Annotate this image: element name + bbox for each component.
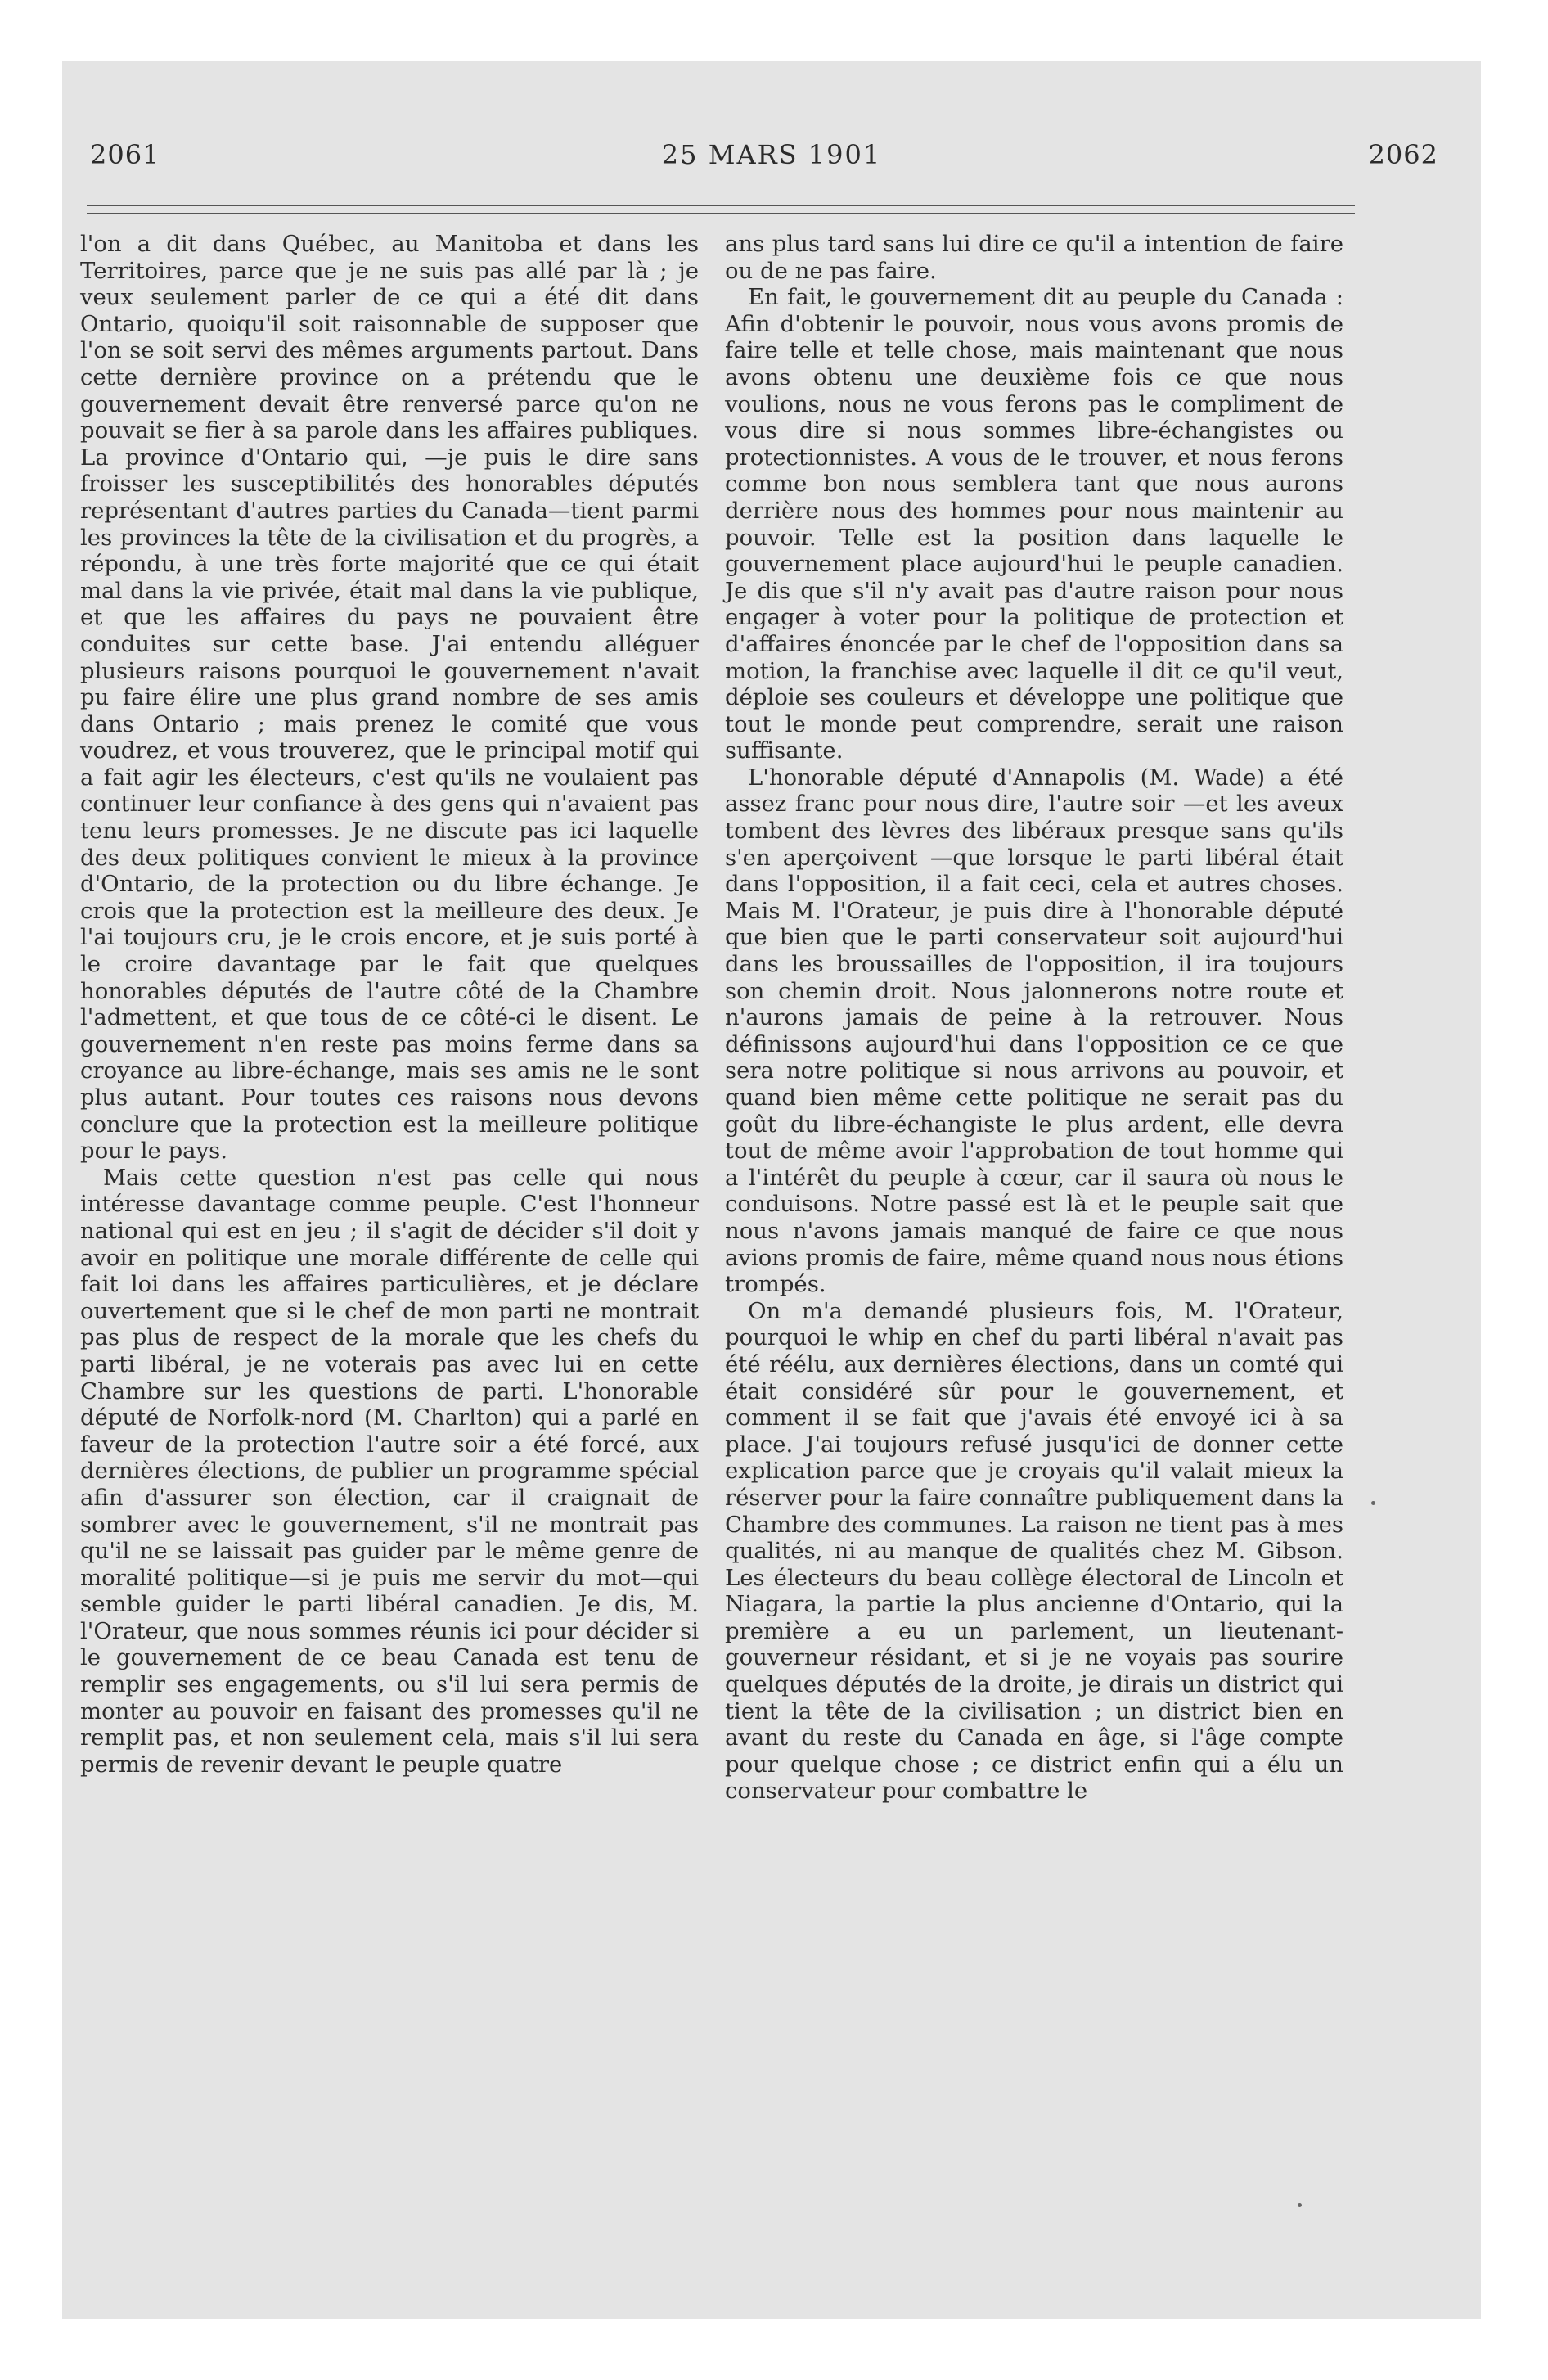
paragraph: On m'a demandé plusieurs fois, M. l'Orateur, pourquoi le whip en chef du parti libéral n'avait pas été réélu, aux dernières élections, dans un comté qui était considéré sûr pour le gouvernement, et comment il se fait que j'avais été envoyé ici à sa place. J'ai toujours refusé jusqu'ici de donner cette explication parce que je croyais qu'il valait mieux la réserver pour la faire connaître publiquement dans la Chambre des communes. La raison ne tient pas à mes qualités, ni au manque de qualités chez M. Gibson. Les électeurs du beau collège électoral de Lincoln et Niagara, la partie la plus ancienne d'Ontario, qui la première a eu un parlement, un lieutenant-gouverneur résidant, et si je ne voyais pas sourire quelques députés de la droite, je dirais un district qui tient la tête de la civilisation ; un district bien en avant du reste du Canada en âge, si l'âge compte pour quelque chose ; ce district enfin qui a élu un conservateur pour combattre le	[725, 1297, 1343, 1805]
page-date: 25 MARS 1901	[661, 139, 882, 170]
scan-speck	[1298, 2203, 1302, 2207]
paragraph: Mais cette question n'est pas celle qui nous intéresse davantage comme peuple. C'est l'honneur national qui est en jeu ; il s'agit de décider s'il doit y avoir en politique une morale différente de celle qui fait loi dans les affaires particulières, et je déclare ouvertement que si le chef de mon parti ne montrait pas plus de respect de la morale que les chefs du parti libéral, je ne voterais pas avec lui en cette Chambre sur les questions de parti. L'honorable député de Norfolk-nord (M. Charlton) qui a parlé en faveur de la protection l'autre soir a été forcé, aux dernières élections, de publier un programme spécial afin d'assurer son élection, car il craignait de sombrer avec le gouvernement, s'il ne montrait pas qu'il ne se laissait pas guider par le même genre de moralité politique—si je puis me servir du mot—qui semble guider le parti libéral canadien. Je dis, M. l'Orateur, que nous sommes réunis ici pour décider si le gouvernement de ce beau Canada est tenu de remplir ses engagements, ou s'il lui sera permis de monter au pouvoir en faisant des promesses qu'il ne remplit pas, et non seulement cela, mais s'il lui sera permis de revenir devant le peuple quatre	[80, 1164, 699, 1778]
paragraph: l'on a dit dans Québec, au Manitoba et dans les Territoires, parce que je ne suis pas allé par là ; je veux seulement parler de ce qui a été dit dans Ontario, quoiqu'il soit raisonnable de supposer que l'on se soit servi des mêmes arguments partout. Dans cette dernière province on a prétendu que le gouvernement devait être renversé parce qu'on ne pouvait se fier à sa parole dans les affaires publiques. La province d'Ontario qui, —je puis le dire sans froisser les susceptibilités des honorables députés représentant d'autres parties du Canada—tient parmi les provinces la tête de la civilisation et du progrès, a répondu, à une très forte majorité que ce qui était mal dans la vie privée, était mal dans la vie publique, et que les affaires du pays ne pouvaient être conduites sur cette base. J'ai entendu alléguer plusieurs raisons pourquoi le gouvernement n'avait pu faire élire une plus grand nombre de ses amis dans Ontario ; mais prenez le comité que vous voudrez, et vous trouverez, que le principal motif qui a fait agir les électeurs, c'est qu'ils ne voulaient pas continuer leur confiance à des gens qui n'avaient pas tenu leurs promesses. Je ne discute pas ici laquelle des deux politiques convient le mieux à la province d'Ontario, de la protection ou du libre échange. Je crois que la protection est la meilleure des deux. Je l'ai toujours cru, je le crois encore, et je suis porté à le croire davantage par le fait que quelques honorables députés de l'autre côté de la Chambre l'admettent, et que tous de ce côté-ci le disent. Le gouvernement n'en reste pas moins ferme dans sa croyance au libre-échange, mais ses amis ne le sont plus autant. Pour toutes ces raisons nous devons conclure que la protection est la meilleure politique pour le pays.	[80, 231, 699, 1165]
page-number-right: 2062	[1368, 139, 1438, 170]
page-header	[62, 139, 1481, 180]
page-number-left: 2061	[90, 139, 160, 170]
scan-speck	[1371, 1501, 1375, 1505]
left-column	[80, 231, 699, 1778]
scanned-page	[62, 61, 1481, 2319]
header-rule-top	[87, 205, 1355, 206]
right-column	[725, 231, 1343, 1805]
paragraph: En fait, le gouvernement dit au peuple du Canada : Afin d'obtenir le pouvoir, nous vous avons promis de faire telle et telle chose, mais maintenant que nous avons obtenu une deuxième fois ce que nous voulions, nous ne vous ferons pas le compliment de vous dire si nous sommes libre-échangistes ou protectionnistes. A vous de le trouver, et nous ferons comme bon nous semblera tant que nous aurons derrière nous des hommes pour nous maintenir au pouvoir. Telle est la position dans laquelle le gouvernement place aujourd'hui le peuple canadien. Je dis que s'il n'y avait pas d'autre raison pour nous engager à voter pour la politique de protection et d'affaires énoncée par le chef de l'opposition dans sa motion, la franchise avec laquelle il dit ce qu'il veut, déploie ses couleurs et développe une politique que tout le monde peut comprendre, serait une raison suffisante.	[725, 284, 1343, 764]
paragraph: ans plus tard sans lui dire ce qu'il a intention de faire ou de ne pas faire.	[725, 231, 1343, 284]
paragraph: L'honorable député d'Annapolis (M. Wade) a été assez franc pour nous dire, l'autre soir —et les aveux tombent des lèvres des libéraux presque sans qu'ils s'en aperçoivent —que lorsque le parti libéral était dans l'opposition, il a fait ceci, cela et autres choses. Mais M. l'Orateur, je puis dire à l'honorable député que bien que le parti conservateur soit aujourd'hui dans les broussailles de l'opposition, il ira toujours son chemin droit. Nous jalonnerons notre route et n'aurons jamais de peine à la retrouver. Nous définissons aujourd'hui dans l'opposition ce ce que sera notre politique si nous arrivons au pouvoir, et quand bien même cette politique ne serait pas du goût du libre-échangiste le plus ardent, elle devra tout de même avoir l'approbation de tout homme qui a l'intérêt du peuple à cœur, car il saura où nous le conduisons. Notre passé est là et le peuple sait que nous n'avons jamais manqué de faire ce que nous avions promis de faire, même quand nous nous étions trompés.	[725, 764, 1343, 1298]
header-rule-bottom	[87, 213, 1355, 214]
